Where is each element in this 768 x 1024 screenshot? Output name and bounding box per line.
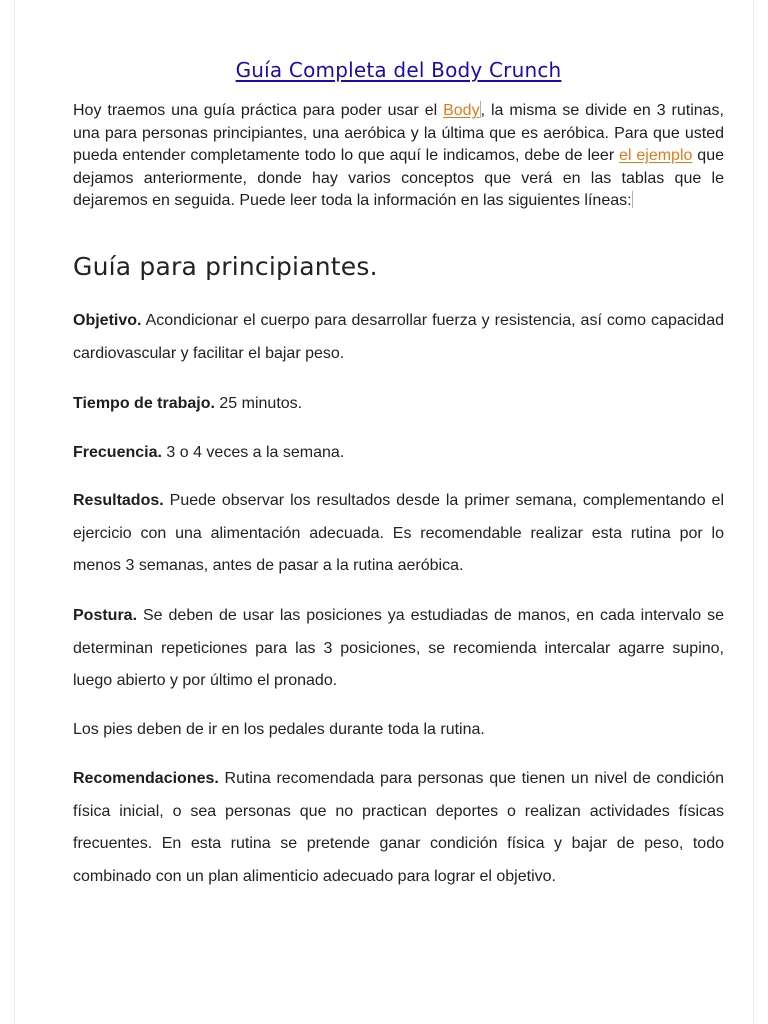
posture-paragraph [73,600,724,698]
posture-text: Se deben de usar las posiciones ya estudiadas de manos, en cada intervalo se determinan repeticiones para las 3 posiciones, se recomienda intercalar agarre supino, luego abierto y por último el pronado. [73,607,724,689]
intro-text-2: , la misma se divide en 3 rutinas, una para personas principiantes, una aeróbica y la última que es aeróbica. Para que usted pueda entender completamente todo lo que aquí le indicamos, debe de leer [73,102,725,164]
recommendations-label: Recomendaciones. [73,770,219,787]
recommendations-paragraph [73,763,724,893]
example-link[interactable]: el ejemplo [619,147,693,164]
frequency-paragraph [73,437,724,470]
recommendations-text: Rutina recomendada para personas que tienen un nivel de condición física inicial, o sea personas que no practican deportes o realizan actividades físicas frecuentes. En esta rutina se pretende ganar condición física y bajar de peso, todo combinado con un plan alimenticio adecuado para lograr el objetivo. [73,770,724,885]
work-time-label: Tiempo de trabajo. [73,395,215,412]
intro-text-1: Hoy traemos una guía práctica para poder usar el [73,102,444,119]
feet-paragraph [73,714,724,747]
intro-paragraph [73,100,724,213]
results-paragraph [73,485,724,583]
intro-text-3: que dejamos anteriormente, donde hay varios conceptos que verá en las tablas que le dejaremos en seguida. Puede leer toda la información en las siguientes líneas: [73,147,724,209]
posture-label: Postura. [73,607,138,624]
objective-text: Acondicionar el cuerpo para desarrollar fuerza y resistencia, así como capacidad cardiovascular y facilitar el bajar peso. [73,312,724,362]
work-time-text: 25 minutos. [214,395,303,412]
results-text: Puede observar los resultados desde la primer semana, complementando el ejercicio con una alimentación adecuada. Es recomendable realizar esta rutina por lo menos 3 semanas, antes de pasar a la rutina aeróbica. [73,492,724,574]
work-time-paragraph [73,388,724,421]
document-page [14,0,754,1024]
body-link[interactable]: Body [443,102,480,119]
text-cursor-end [632,191,633,208]
document-title-link[interactable]: Guía Completa del Body Crunch [235,58,562,82]
frequency-label: Frecuencia. [73,444,162,461]
results-label: Resultados. [73,492,164,509]
objective-paragraph [73,305,724,370]
section-heading: Guía para principiantes. [73,252,378,281]
feet-text: Los pies deben de ir en los pedales durante toda la rutina. [73,721,485,738]
frequency-text: 3 o 4 veces a la semana. [161,444,345,461]
objective-label: Objetivo. [73,312,142,329]
